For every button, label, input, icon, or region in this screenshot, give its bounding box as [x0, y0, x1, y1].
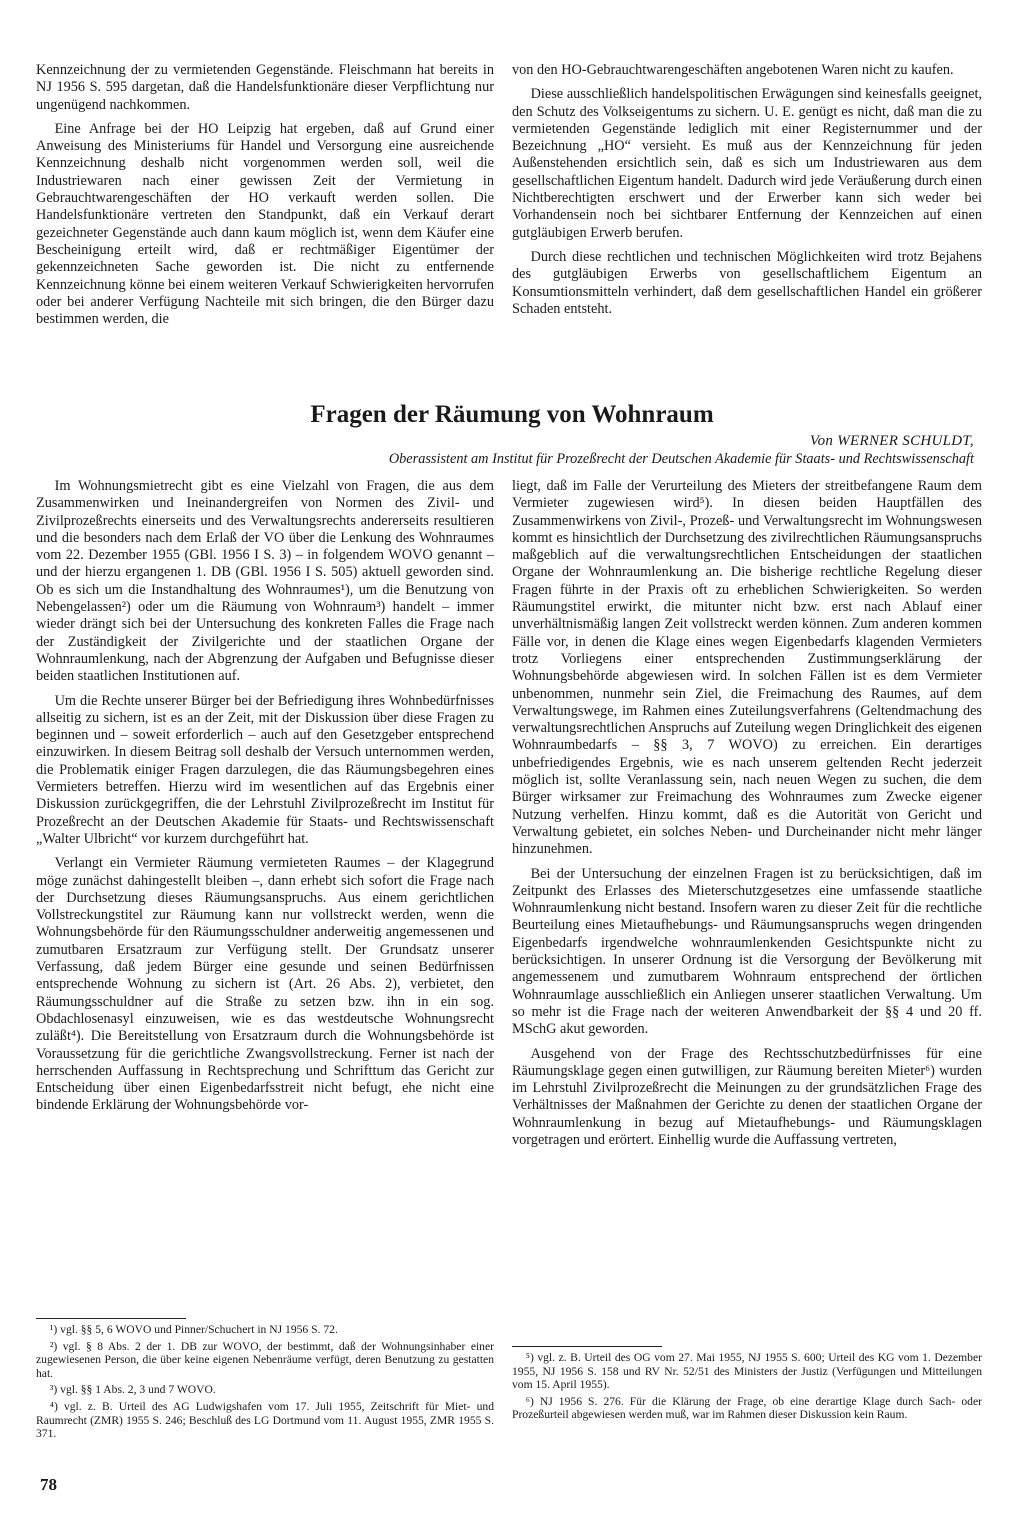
footnote-divider: [512, 1346, 662, 1347]
paragraph: Durch diese rechtlichen und technischen Möglichkeiten wird trotz Bejahens des gutgläubigen Erwerbs von gesellschaftlichem Eigentum an Konsumtionsmitteln verhindert, daß dem gesellschaftlichen Handel ein größerer Schaden entsteht.: [512, 248, 982, 317]
footnote-divider: [36, 1318, 186, 1319]
article-author: Von WERNER SCHULDT,: [809, 433, 974, 449]
paragraph: Diese ausschließlich handelspolitischen Erwägungen sind keinesfalls geeignet, den Schutz des Volkseigentums zu sichern. U. E. genügt es nicht, daß man die zu vermietenden Gegenstände lediglich mit einer Registernummer und der Bezeichnung „HO“ versieht. Es muß aus der Kennzeichnung für jeden Außenstehenden ersichtlich sein, daß es sich um Industriewaren aus dem gesellschaftlichen Eigentum handelt. Dadurch wird jede Veräußerung durch einen Nichtberechtigten erschwert und der Erwerber kann sich weder bei Vorhandensein noch bei sichtbarer Entfernung der Kennzeichen auf einen gutgläubigen Erwerb berufen.: [512, 86, 982, 241]
paragraph: Verlangt ein Vermieter Räumung vermieteten Raumes – der Klagegrund möge zunächst dahingestellt bleiben –, dann erhebt sich sofort die Frage nach der Durchsetzung dieses Räumungsanspruchs. Aus einem gerichtlichen Vollstreckungstitel zur Räumung kann nur vollstreckt werden, wenn die Wohnungsbehörde für den Räumungsschuldner anderweitig angemessenen und zumutbaren Ersatzraum zur Verfügung stellt. Der Grundsatz unserer Verfassung, daß jedem Bürger eine gesunde und seinen Bedürfnissen entsprechende Wohnung zu sichern ist (Art. 26 Abs. 2), verbietet, den Räumungsschuldner auf die Straße zu setzen bzw. ihn in ein sog. Obdachlosenasyl einzuweisen, wie es das westdeutsche Wohnungsrecht zuläßt⁴). Die Bereitstellung von Ersatzraum durch die Wohnungsbehörde ist Voraussetzung für die gerichtliche Zwangsvollstreckung. Ferner ist nach der herrschenden Auffassung in Rechtsprechung und Schrifttum das Gericht zur Entscheidung über einen Eigenbedarfsstreit nicht befugt, ehe nicht eine bindende Erklärung der Wohnungsbehörde vor-: [36, 855, 494, 1114]
footnote: ²) vgl. § 8 Abs. 2 der 1. DB zur WOVO, der bestimmt, daß der Wohnungsinhaber einer zugewiesenen Person, die über keine eigenen Nebenräume verfügt, deren Benutzung zu gestatten hat.: [36, 1339, 494, 1380]
paragraph: Kennzeichnung der zu vermietenden Gegenstände. Fleischmann hat bereits in NJ 1956 S. 595 dargetan, daß die Handelsfunktionäre dieser Verpflichtung nur ungenügend nachkommen.: [36, 62, 494, 113]
article-left-column: [36, 478, 494, 1122]
footnotes-right: [512, 1351, 982, 1425]
previous-article-left-column: [36, 62, 494, 335]
page-number: 78: [40, 1475, 57, 1494]
footnote: ⁴) vgl. z. B. Urteil des AG Ludwigshafen vom 17. Juli 1955, Zeitschrift für Miet- und Raumrecht (ZMR) 1955 S. 246; Beschluß des LG Dortmund vom 11. August 1955, ZMR 1955 S. 371.: [36, 1399, 494, 1441]
paragraph: Um die Rechte unserer Bürger bei der Befriedigung ihres Wohnbedürfnisses allseitig zu sichern, ist es an der Zeit, mit der Diskussion über diese Fragen zu beginnen und – soweit erforderlich – auch auf den Gesetzgeber entsprechend einzuwirken. In diesem Beitrag soll deshalb der Versuch unternommen werden, die Problematik einiger Fragen darzulegen, die das Räumungsbegehren eines Vermieters betreffen. Hierzu wird im wesentlichen auf das Ergebnis einer Diskussion zurückgegriffen, die der Lehrstuhl Zivilprozeßrecht im Institut für Prozeßrecht an der Deutschen Akademie für Staats- und Rechtswissenschaft „Walter Ulbricht“ vor kurzem durchgeführt hat.: [36, 692, 494, 847]
footnote: ⁵) vgl. z. B. Urteil des OG vom 27. Mai 1955, NJ 1955 S. 600; Urteil des KG vom 1. Dezember 1955, NJ 1956 S. 158 und RV Nr. 52/51 des Ministers der Justiz (Verfügungen und Mitteilungen vom 15. April 1955).: [512, 1351, 982, 1392]
previous-article-right-column: [512, 62, 982, 325]
footnote: ¹) vgl. §§ 5, 6 WOVO und Pinner/Schuchert in NJ 1956 S. 72.: [49, 1323, 338, 1336]
paragraph: Im Wohnungsmietrecht gibt es eine Vielzahl von Fragen, die aus dem Zusammenwirken und Ineinandergreifen von Normen des Zivil- und Zivilprozeßrechts einerseits und des Verwaltungsrechts andererseits resultieren und die besonders nach dem Erlaß der VO über die Lenkung des Wohnraumes vom 22. Dezember 1955 (GBl. 1956 I S. 3) – in folgendem WOVO genannt – und der hierzu ergangenen 1. DB (GBl. 1956 I S. 505) aktuell geworden sind. Ob es sich um die Instandhaltung des Wohnraumes¹), um die Benutzung von Nebengelassen²) oder um die Räumung von Wohnraum³) handelt – immer wieder drängt sich bei der Untersuchung des konkreten Falles die Frage nach der Zuständigkeit der Zivilgerichte und der staatlichen Organe der Wohnraumlenkung, nach der Abgrenzung der Aufgaben und Befugnisse dieser beiden staatlichen Institutionen auf.: [36, 478, 494, 685]
paragraph: Bei der Untersuchung der einzelnen Fragen ist zu berücksichtigen, daß im Zeitpunkt des Erlasses des Mieterschutzgesetzes eine umfassende staatliche Wohnraumlenkung nicht bestand. Insofern waren zu dieser Zeit für die rechtliche Beurteilung eines Mietaufhebungs- und Räumungsanspruchs wegen dringenden Eigenbedarfs irgendwelche wohnraumlenkenden Gesichtspunkte nicht zu berücksichtigen. In unserer Ordnung ist die Versorgung der Bevölkerung mit angemessenem und zumutbarem Wohnraum entsprechend der örtlichen Wohnraumlage ausschließlich ein Anliegen unserer staatlichen Verwaltung. Um so mehr ist die Frage nach der weiteren Anwendbarkeit der §§ 4 und 20 ff. MSchG akut geworden.: [512, 865, 982, 1038]
paragraph: Eine Anfrage bei der HO Leipzig hat ergeben, daß auf Grund einer Anweisung des Ministeriums für Handel und Versorgung eine ausreichende Kennzeichnung deshalb nicht vorgenommen werden soll, weil die Industriewaren nach einer gewissen Zeit der Vermietung in Gebrauchtwarengeschäften der HO verkauft werden sollen. Die Handelsfunktionäre vertreten den Standpunkt, daß ein Verkauf derart gezeichneter Gegenstände auch dann kaum möglich ist, wenn dem Käufer eine Bescheinigung erteilt wird, daß er rechtmäßiger Eigentümer der gekennzeichneten Sache geworden ist. Die nicht zu entfernende Kennzeichnung könne bei einem weiteren Verkauf Schwierigkeiten hervorrufen oder bei anderer Verfügung Nachteile mit sich bringen, die den Bürger dazu bestimmen werden, die: [36, 120, 494, 328]
article-header: [40, 400, 984, 468]
paragraph: liegt, daß im Falle der Verurteilung des Mieters der streitbefangene Raum dem Vermieter zugewiesen wird⁵). In diesen beiden Hauptfällen des Zusammenwirkens von Zivil-, Prozeß- und Verwaltungsrecht im Wohnungswesen kommt es hinsichtlich der Durchsetzung des zivilrechtlichen Räumungsanspruchs maßgeblich auf die verwaltungsrechtlichen Entscheidungen der staatlichen Organe der Wohnraumlenkung an. Die bisherige rechtliche Regelung dieser Fragen führte in der Praxis oft zu erheblichen Schwierigkeiten. So werden Räumungstitel erwirkt, die mitunter nicht bzw. erst nach Ablauf einer unverhältnismäßig langen Zeit vollstreckt werden können. Zum anderen kommen Fälle vor, in denen die Klage eines wegen Eigenbedarfs klagenden Vermieters trotz Vorliegens einer entsprechenden Zustimmungserklärung der Wohnungsbehörde abgewiesen wird. In solchen Fällen ist es dem Vermieter unbenommen, nunmehr sein Ziel, die Freimachung des Raumes, auf dem Verwaltungswege, im Rahmen eines Zuteilungsverfahrens (Geltendmachung des verwaltungsrechtlichen Anspruchs auf Zuteilung wegen Dringlichkeit des eigenen Wohnraumbedarfs – §§ 3, 7 WOVO) zu erreichen. Ein derartiges unbefriedigendes Ergebnis, wie es nach unserem geltenden Recht jederzeit möglich ist, sollte Veranlassung sein, nach neuen Wegen zu suchen, die dem Bürger wirksamer zur Freimachung des Wohnraumes zum Zwecke eigener Nutzung verhelfen. Hinzu kommt, daß es die Autorität von Gericht und Verwaltung gebietet, ein solches Neben- und Durcheinander nicht mehr länger hinzunehmen.: [512, 478, 982, 858]
footnote: ⁶) NJ 1956 S. 276. Für die Klärung der Frage, ob eine derartige Klage durch Sach- oder Prozeßurteil abgewiesen werden muß, war im Rahmen dieser Diskussion kein Raum.: [512, 1394, 982, 1422]
footnote: ³) vgl. §§ 1 Abs. 2, 3 und 7 WOVO.: [49, 1383, 216, 1397]
paragraph: von den HO-Gebrauchtwarengeschäften angebotenen Waren nicht zu kaufen.: [512, 62, 954, 78]
article-title: Fragen der Räumung von Wohnraum: [310, 401, 714, 428]
paragraph: Ausgehend von der Frage des Rechtsschutzbedürfnisses für eine Räumungsklage gegen einen gutwilligen, zur Räumung bereiten Mieter⁶) wurden im Lehrstuhl Zivilprozeßrecht die Meinungen zu der grundsätzlichen Frage des Verhältnisses der Maßnahmen der Gerichte zu denen der staatlichen Organe der Wohnraumlenkung in bezug auf Mietaufhebungs- und Räumungsklagen vorgetragen und erörtert. Einhellig wurde die Auffassung vertreten,: [512, 1045, 982, 1148]
article-right-column: [512, 478, 982, 1156]
footnotes-left: [36, 1323, 494, 1444]
author-affiliation: Oberassistent am Institut für Prozeßrecht der Deutschen Akademie für Staats- und Rechtswissenschaft: [388, 451, 974, 467]
